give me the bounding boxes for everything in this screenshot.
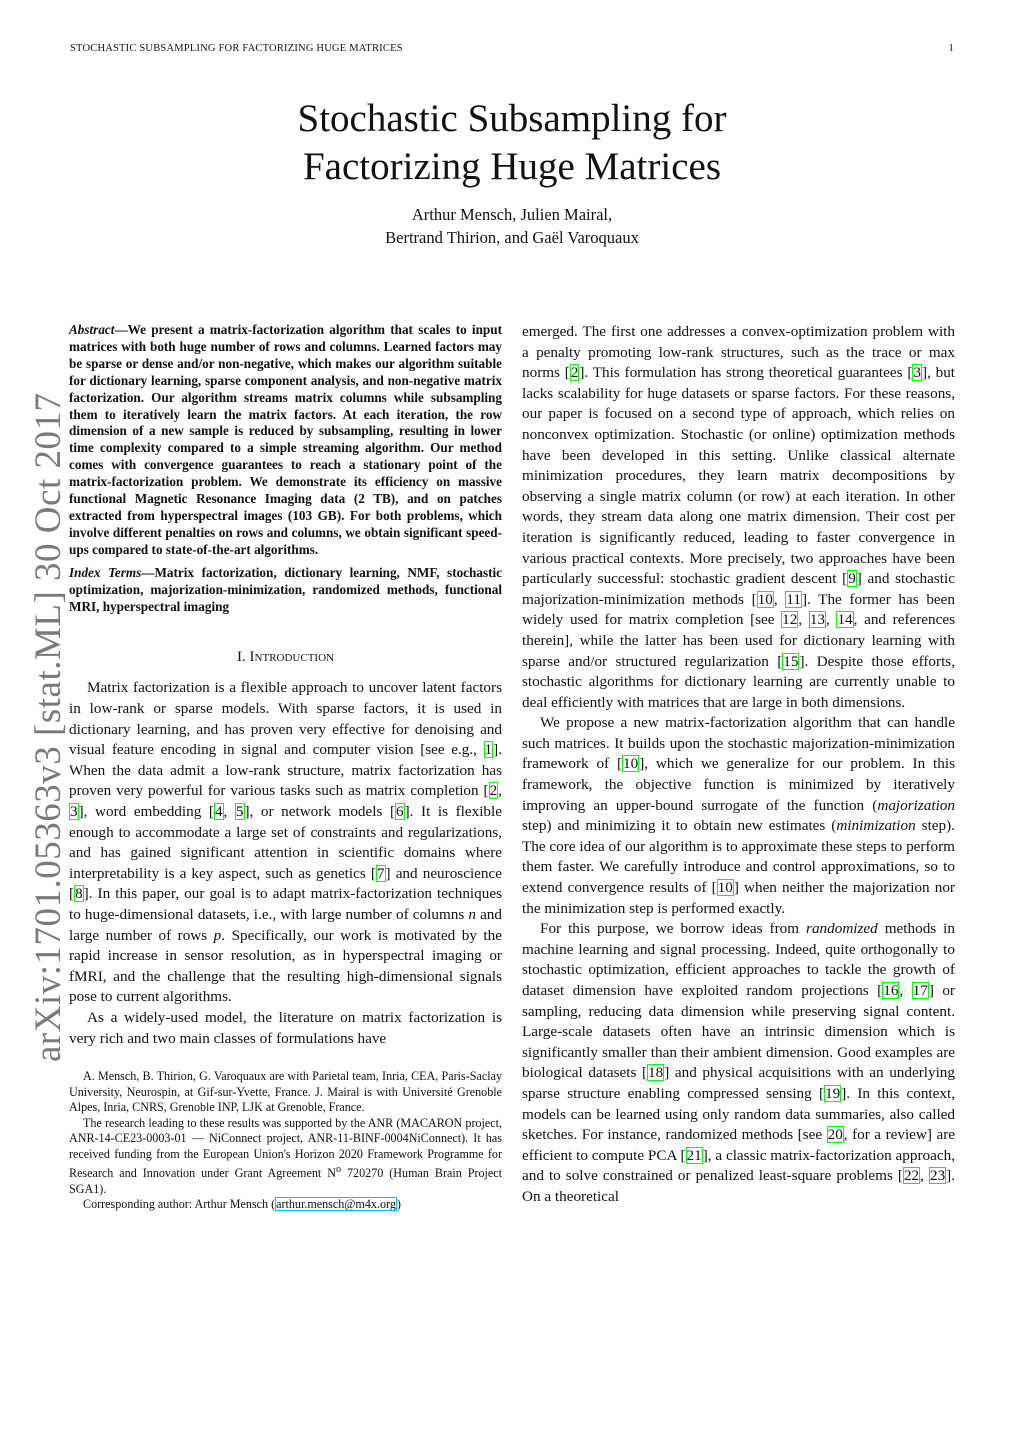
emphasis: randomized (806, 920, 878, 938)
intro-paragraph-1: Matrix factorization is a flexible approach to uncover latent factors in low-rank or sparse models. With sparse factors, it is used in dictionary learning, and has proven very effective for denoising and visual feature encoding in signal and computer vision [see e.g., 1]. When the data admit a low-rank structure, matrix factorization has proven very powerful for various tasks such as matrix completion [2, 3], word embedding [4, 5], or network models [6]. It is flexible enough to accommodate a large set of constraints and regularizations, and has gained significant attention in scientific domains where interpretability is a key aspect, such as genetics [7] and neuroscience [8]. In this paper, our goal is to adapt matrix-factorization techniques to huge-dimensional datasets, i.e., with large number of columns n and large number of rows p. Specifically, our work is motivated by the rapid increase in sensor resolution, as in hyperspectral imaging or fMRI, and the challenge that the resulting high-dimensional signals pose to current algorithms. (69, 679, 502, 1006)
citation-link[interactable]: 22 (903, 1167, 920, 1185)
section-numeral: I. (237, 649, 250, 666)
citation-link[interactable]: 5 (235, 802, 244, 820)
text-run: ] and neuroscience [ (69, 864, 502, 903)
text-run: ] and physical acquisitions with an underlying sparse structure enabling compressed sensing [ (522, 1064, 955, 1102)
author-list (0, 203, 1024, 249)
paper-title (0, 95, 1024, 191)
intro-paragraph-2: As a widely-used model, the literature on matrix factorization is very rich and two main classes of formulations have (69, 1008, 502, 1047)
citation-link[interactable]: 1 (484, 741, 493, 759)
text-run: For this purpose, we borrow ideas from (540, 920, 807, 938)
text-run: ], which we generalize for our problem. In this framework, the objective function is minimized by iteratively improving an upper-bound surrogate of the function ( (522, 755, 955, 814)
citation-link[interactable]: 10 (623, 755, 639, 773)
title-line-1: Stochastic Subsampling for (297, 97, 727, 140)
abstract-text: —We present a matrix-factorization algorithm that scales to input matrices with both huge number of rows and columns. Learned factors may be sparse or dense and/or non-negative, which makes our algorithm suitable for dictionary learning, sparse component analysis, and non-negative matrix factorization. Our algorithm streams matrix columns while subsampling them to iteratively learn the matrix factors. At each iteration, the row dimension of a new sample is reduced by subsampling, resulting in lower time complexity compared to a simple streaming algorithm. Our method comes with convergence guarantees to reach a stationary point of the matrix-factorization problem. We demonstrate its efficiency on massive functional Magnetic Resonance Imaging data (2 TB), and on patches extracted from hyperspectral images (103 GB). For both problems, which involve different penalties on rows and columns, we obtain significant speed-ups compared to state-of-the-art algorithms. (69, 322, 502, 557)
text-run: ) (396, 1197, 401, 1212)
citation-link[interactable]: 20 (827, 1126, 843, 1144)
text-run: , and references therein], while the latter has been used for dictionary learning with sparse and/or structured regularization [ (522, 611, 956, 670)
authors-line-1: Arthur Mensch, Julien Mairal, (411, 205, 613, 224)
citation-link[interactable]: 23 (929, 1167, 946, 1185)
footnote-funding (69, 1116, 502, 1198)
abstract-label: Abstract (69, 322, 115, 337)
emphasis: minimization (836, 817, 916, 835)
abstract (69, 322, 502, 559)
citation-link[interactable]: 18 (648, 1064, 664, 1082)
running-head (70, 43, 954, 54)
citation-link[interactable]: 14 (837, 611, 853, 629)
intro-paragraph-4 (522, 713, 955, 919)
intro-paragraph-5: For this purpose, we borrow ideas from randomized methods in machine learning and signal processing. Indeed, quite orthogonally to stochastic optimization, efficient approaches to tackle the growth of dataset dimension have exploited random projections [16, 17] or sampling, reducing data dimension while preserving signal content. Large-scale datasets often have an intrinsic dimension which is significantly smaller than their ambient dimension. Good examples are biological datasets [18] and physical acquisitions with an underlying sparse structure enabling compressed sensing [19]. In this context, models can be learned using only random data summaries, also called sketches. For instance, randomized methods [see 20, for a review] are efficient to compute PCA [21], a classic matrix-factorization approach, and to solve constrained or penalized least-square problems [22, 23]. On a theoretical (522, 920, 956, 1205)
text-run: step). The core idea of our algorithm is to approximate these steps to perform them faster. We carefully introduce and control approximations, so to extend convergence results of [ (522, 817, 955, 897)
citation-link[interactable]: 2 (489, 782, 498, 800)
citation-link[interactable]: 3 (913, 364, 921, 382)
citation-link[interactable]: 12 (782, 611, 798, 629)
email-link[interactable]: arthur.mensch@m4x.org (276, 1197, 396, 1212)
running-title: STOCHASTIC SUBSAMPLING FOR FACTORIZING HUGE MATRICES (70, 43, 403, 54)
citation-link[interactable]: 10 (757, 590, 773, 608)
index-terms (69, 565, 502, 616)
citation-link[interactable]: 9 (848, 570, 856, 588)
index-terms-label: Index Terms (69, 564, 142, 580)
text-run: ]. Despite those efforts, stochastic algorithms for dictionary learning are currently unable to deal efficiently with matrices that are large in both dimensions. (522, 652, 956, 711)
text-run: ], but lacks scalability for huge datasets or sparse factors. For these reasons, our paper is focused on a second type of approach, which relies on nonconvex optimization. Stochastic (or online) optimization methods have been developed in this setting. Unlike classical alternate minimization procedures, they learn matrix decompositions by observing a single matrix column (or row) at each iteration. In other words, they stream data along one matrix dimension. Their cost per iteration is significantly reduced, leading to faster convergence in various practical contexts. More precisely, two approaches have been particularly successful: stochastic gradient descent [ (522, 364, 956, 588)
section-title: Introduction (249, 649, 334, 666)
text-run: ]. In this context, models can be learned using only random data summaries, also called sketches. For instance, randomized methods [see (522, 1084, 956, 1144)
intro-paragraph-3: emerged. The first one addresses a convex-optimization problem with a penalty promoting low-rank structures, such as the trace or max norms [2]. This formulation has strong theoretical guarantees [3], but lacks scalability for huge datasets or sparse factors. For these reasons, our paper is focused on a second type of approach, which relies on nonconvex optimization. Stochastic (or online) optimization methods have been developed in this setting. Unlike classical alternate minimization procedures, they learn matrix decompositions by observing a single matrix column (or row) at each iteration. In other words, they stream data along one matrix dimension. Their cost per iteration is significantly reduced, leading to faster convergence in various practical contexts. More precisely, two approaches have been particularly successful: stochastic gradient descent [9] and stochastic majorization-minimization methods [10, 11]. The former has been widely used for matrix completion [see 12, 13, 14, and references therein], while the latter has been used for dictionary learning with sparse and/or structured regularization [15]. Despite those efforts, stochastic algorithms for dictionary learning are currently unable to deal efficiently with matrices that are large in both dimensions. (522, 323, 956, 711)
left-column (69, 322, 502, 1213)
text-run: step) and minimizing it to obtain new estimates ( (522, 817, 837, 835)
text-run: ]. The former has been widely used for matrix completion [see (522, 590, 956, 629)
text-run: ], or network models [ (244, 802, 396, 820)
citation-link[interactable]: 15 (783, 652, 799, 670)
math-symbol-n: n (468, 905, 476, 923)
text-run: , for a review] are efficient to compute PCA [ (522, 1126, 955, 1164)
citation-link[interactable]: 2 (570, 364, 579, 382)
right-column (522, 322, 955, 1208)
citation-link[interactable]: 8 (75, 885, 83, 903)
footnote-corresponding-author (69, 1197, 502, 1213)
citation-link[interactable]: 13 (809, 611, 825, 629)
superscript: o (335, 1164, 342, 1176)
text-run: methods in machine learning and signal processing. Indeed, quite orthogonally to stochastic optimization, efficient approaches to tackle the growth of dataset dimension have exploited random projections [ (522, 920, 955, 999)
text-run: Corresponding author: Arthur Mensch ( (83, 1197, 276, 1212)
text-run: and large number of rows (69, 905, 502, 944)
text-run: ]. It is flexible enough to accommodate a large set of constraints and regularizations, and has gained significant attention in scientific domains where interpretability is a key aspect, such as genetics [ (69, 802, 502, 882)
text-run: . Specifically, our work is motivated by the rapid increase in sensor resolution, as in hyperspectral imaging or fMRI, and the challenge that the resulting high-dimensional signals pose to current algorithms. (69, 926, 502, 1006)
text-run: The research leading to these results was supported by the ANR (MACARON project, ANR-14-CE23-0003-01 — NiConnect project, ANR-11-BINF-0004NiConnect). It has received funding from the European Union's Horizon 2020 Framework Programme for Research and Innovation under Grant Agreement N (69, 1115, 502, 1181)
index-terms-text: —Matrix factorization, dictionary learning, NMF, stochastic optimization, majorization-minimization, randomized methods, functional MRI, hyperspectral imaging (69, 564, 502, 614)
title-line-2: Factorizing Huge Matrices (302, 145, 722, 188)
text-run: We propose a new matrix-factorization algorithm that can handle such matrices. It builds upon the stochastic majorization-minimization framework of [ (522, 714, 955, 773)
emphasis: majorization (877, 796, 955, 814)
text-run: Matrix factorization is a flexible approach to uncover latent factors in low-rank or sparse models. With sparse factors, it is used in dictionary learning, and has proven very effective for denoising and visual feature encoding in signal and computer vision [see e.g., (69, 679, 502, 759)
citation-link[interactable]: 21 (686, 1146, 702, 1164)
citation-link[interactable]: 11 (786, 590, 801, 608)
citation-link[interactable]: 19 (825, 1084, 841, 1102)
math-symbol-p: p (213, 926, 222, 944)
page-number: 1 (948, 43, 954, 54)
citation-link[interactable]: 4 (214, 802, 223, 820)
footnotes (69, 1069, 502, 1213)
citation-link[interactable]: 17 (912, 982, 928, 999)
text-run: ] when neither the majorization nor the minimization step is performed exactly. (522, 879, 955, 917)
text-run: ]. When the data admit a low-rank structure, matrix factorization has proven very powerful for various tasks such as matrix completion [ (69, 741, 502, 800)
citation-link[interactable]: 10 (717, 879, 733, 897)
text-run: ]. This formulation has strong theoretical guarantees [ (579, 364, 913, 382)
citation-link[interactable]: 3 (70, 802, 78, 820)
text-run: emerged. The first one addresses a convex-optimization problem with a penalty promoting low-rank structures, such as the trace or max norms [ (522, 323, 955, 382)
text-run: ], a classic matrix-factorization approach, and to solve constrained or penalized least-square problems [ (522, 1146, 955, 1185)
footnote-affiliations: A. Mensch, B. Thirion, G. Varoquaux are with Parietal team, Inria, CEA, Paris-Saclay University, Neurospin, at Gif-sur-Yvette, France. J. Mairal is with Université Grenoble Alpes, Inria, CNRS, Grenoble INP, LJK at Grenoble, France. (69, 1069, 502, 1115)
citation-link[interactable]: 7 (376, 864, 385, 882)
text-run: ]. On a theoretical (522, 1167, 956, 1205)
authors-line-2: Bertrand Thirion, and Gaël Varoquaux (385, 228, 639, 247)
citation-link[interactable]: 16 (883, 982, 899, 999)
arxiv-identifier-stamp: arXiv:1701.05363v3 [stat.ML] 30 Oct 2017 (28, 392, 69, 1062)
text-run: ] and stochastic majorization-minimization methods [ (522, 570, 955, 608)
text-run: 720270 (Human Brain Project SGA1). (69, 1166, 502, 1196)
text-run: ], word embedding [ (78, 802, 214, 820)
text-run: ] or sampling, reducing data dimension while preserving signal content. Large-scale datasets often have an intrinsic dimension which is significantly smaller than their ambient dimension. Good examples are biological datasets [ (522, 982, 955, 1082)
text-run: ]. In this paper, our goal is to adapt matrix-factorization techniques to huge-dimensional datasets, i.e., with large number of columns (69, 885, 502, 923)
citation-link[interactable]: 6 (396, 802, 404, 820)
section-heading-introduction (69, 649, 502, 666)
